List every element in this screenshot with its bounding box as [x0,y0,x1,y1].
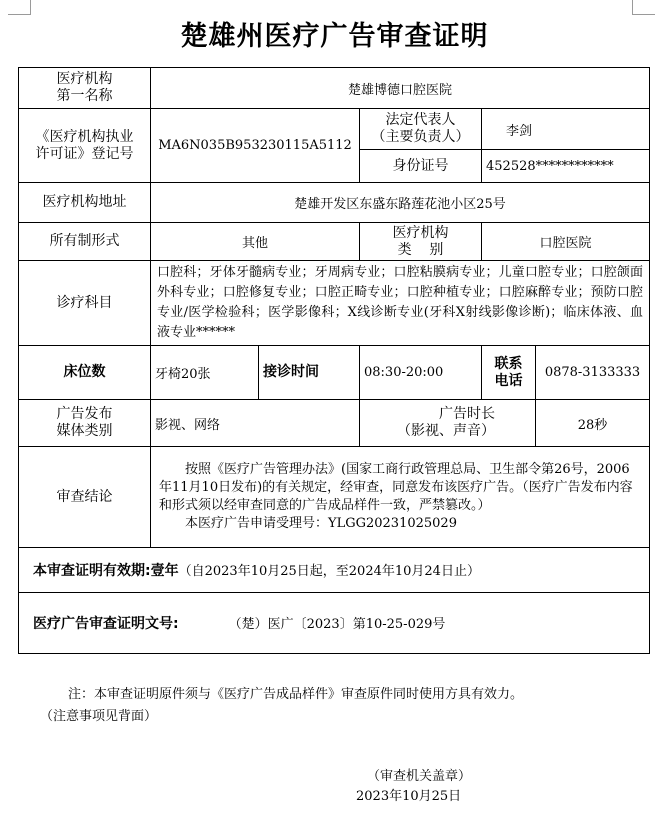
label-line: 医疗机构 [56,71,113,87]
license-label [19,109,151,183]
institution-name-value: 楚雄博德口腔医院 [151,68,650,109]
label-line: （影视、声音） [397,423,495,439]
beds-label: 床位数 [19,346,151,400]
conclusion-label: 审查结论 [19,447,151,548]
see-reverse-note: （注意事项见背面） [40,709,158,724]
label-line: 《医疗机构执业 [35,128,134,145]
conclusion-text [151,447,650,548]
row-departments [19,261,650,346]
crop-mark-top-right [632,0,655,15]
validity-note: 注：本审查证明原件须与《医疗广告成品样件》审查原件同时使用方具有效力。 [68,687,524,702]
license-value: MA6N035B953230115A5112 [151,109,360,183]
media-value: 影视、网络 [151,400,360,447]
validity-label: 本审查证明有效期:壹年 [33,563,179,579]
legal-rep-label [360,109,482,150]
seal-placeholder: （审查机关盖章） [367,769,472,784]
departments-value: 口腔科；牙体牙髓病专业；牙周病专业；口腔粘膜病专业；儿童口腔专业；口腔颌面外科专业；口腔修复专业；口腔正畸专业；口腔种植专业；口腔麻醉专业；预防口腔专业/医学检验科；医学影像科；X线诊断专业(牙科X射线影像诊断)；临床体液、血液专业****** [151,261,650,346]
doc-no-value: （楚）医广〔2023〕第10-25-029号 [228,617,446,632]
label-line: （主要负责人） [371,129,470,145]
row-address [19,183,650,223]
ownership-value: 其他 [151,223,360,261]
id-card-label: 身份证号 [360,150,482,183]
inst-type-label [360,223,482,261]
document-title: 楚雄州医疗广告审查证明 [180,21,489,52]
conclusion-paragraph: 按照《医疗广告管理办法》(国家工商行政管理总局、卫生部令第26号，2006年11月10日发布)的有关规定，经审查，同意发布该医疗广告。（医疗广告发布内容和形式须以经审查同意的广告成品样件一致，严禁篡改。） [159,462,633,513]
validity-cell [19,548,650,593]
label-line: 联系 [494,355,523,372]
row-validity [19,548,650,593]
label-line: 媒体类别 [56,423,113,439]
institution-name-label [19,68,151,109]
doc-no-cell [19,593,650,654]
label-line: 类 别 [397,241,444,258]
phone-label [482,346,536,400]
legal-rep-value: 李剑 [482,109,650,150]
label-line: 广告发布 [56,406,113,422]
hours-label: 接诊时间 [259,346,360,400]
row-conclusion [19,447,650,548]
label-line: 法定代表人 [385,112,456,128]
ownership-label: 所有制形式 [19,223,151,261]
label-line: 广告时长 [439,406,495,422]
duration-label [360,400,536,447]
beds-value: 牙椅20张 [151,346,259,400]
departments-label: 诊疗科目 [19,261,151,346]
crop-mark-top-left [8,0,31,15]
hours-value: 08:30-20:00 [360,346,482,400]
row-media-duration [19,400,650,447]
row-ownership [19,223,650,261]
inst-type-value: 口腔医院 [482,223,650,261]
media-label [19,400,151,447]
label-line: 许可证》登记号 [35,145,134,162]
row-beds-hours-phone [19,346,650,400]
address-label: 医疗机构地址 [19,183,151,223]
label-line: 第一名称 [56,88,113,104]
label-line: 电话 [494,372,523,389]
row-document-number [19,593,650,654]
application-number: 本医疗广告申请受理号：YLGG20231025029 [185,516,457,531]
review-form-table [18,67,650,654]
address-value: 楚雄开发区东盛东路莲花池小区25号 [151,183,650,223]
validity-value: （自2023年10月25日起，至2024年10月24日止） [178,564,480,579]
issue-date: 2023年10月25日 [356,789,462,804]
id-card-value: 452528************ [482,150,650,183]
phone-value: 0878-3133333 [536,346,650,400]
duration-value: 28秒 [536,400,650,447]
row-license-legal-rep [19,109,650,150]
doc-no-label: 医疗广告审查证明文号: [33,616,179,632]
row-institution-name [19,68,650,109]
label-line: 医疗机构 [392,224,449,241]
